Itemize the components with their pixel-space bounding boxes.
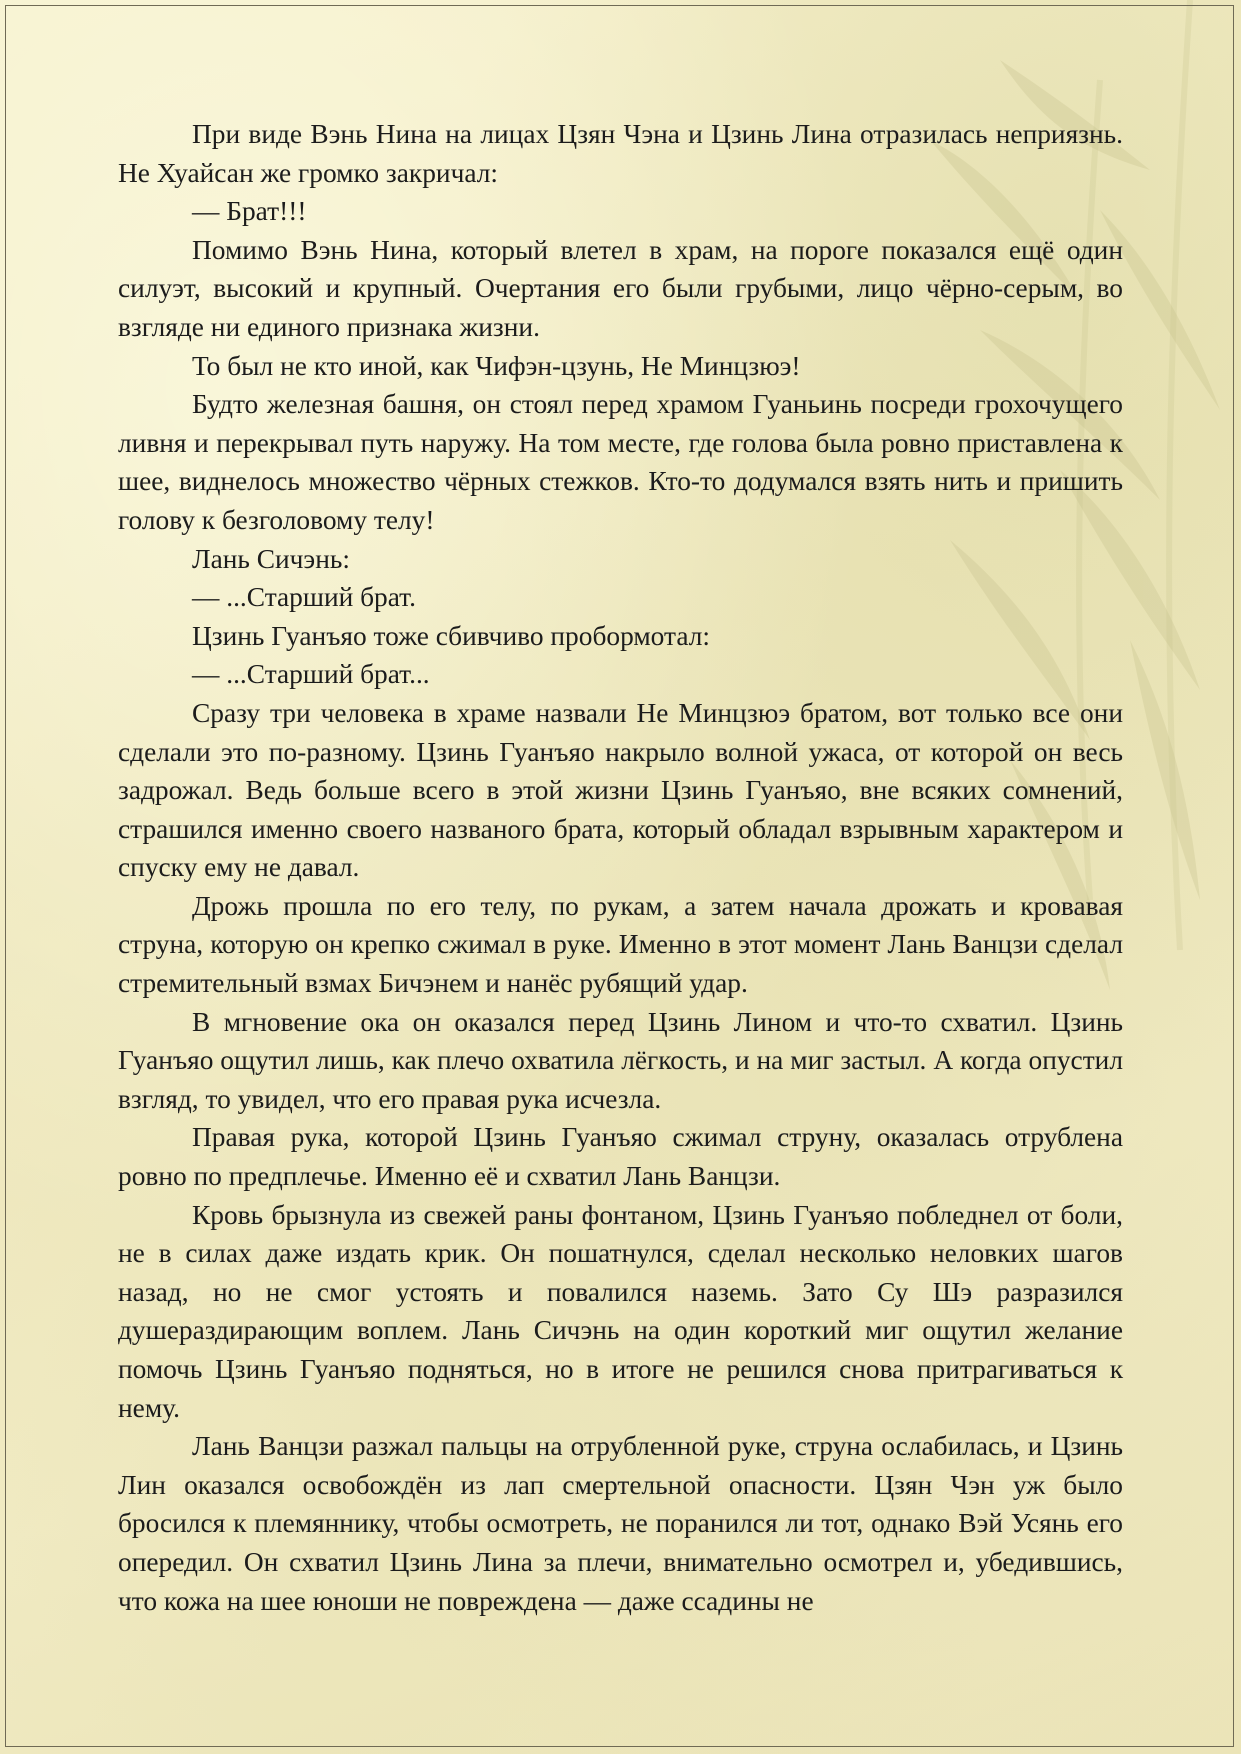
paragraph: При виде Вэнь Нина на лицах Цзян Чэна и Цзинь Лина отразилась неприязнь. Не Хуайсан же громко закричал: — [118, 119, 1123, 188]
paragraph: Сразу три человека в храме назвали Не Минцзюэ братом, вот только все они сделали это по-разному. Цзинь Гуанъяо накрыло волной ужаса, от которой он весь задрожал. Ведь больше всего в этой жизни Цзинь Гуанъяо, вне всяких сомнений, страшился именно своего названого брата, который обладал взрывным характером и спуску ему не давал. — [118, 697, 1123, 883]
body-text — [118, 115, 1123, 1620]
paragraph: То был не кто иной, как Чифэн-цзунь, Не Минцзюэ! — [192, 350, 801, 381]
paragraph: Лань Ванцзи разжал пальцы на отрубленной руке, струна ослабилась, и Цзинь Лин оказался освобождён из лап смертельной опасности. Цзян Чэн уж было бросился к племяннику, чтобы осмотреть, не поранился ли тот, однако Вэй Усянь его опередил. Он схватил Цзинь Лина за плечи, внимательно осмотрел и, убедившись, что кожа на шее юноши не повреждена — даже ссадины не — [118, 1431, 1123, 1616]
paragraph: Цзинь Гуанъяо тоже сбивчиво пробормотал: — [192, 620, 710, 651]
paragraph: — ...Старший брат. — [192, 582, 416, 613]
paragraph: Кровь брызнула из свежей раны фонтаном, Цзинь Гуанъяо побледнел от боли, не в силах даже издать крик. Он пошатнулся, сделал несколько неловких шагов назад, но не смог устоять и повалился наземь. Зато Су Шэ разразился душераздирающим воплем. Лань Сичэнь на один короткий миг ощутил желание помочь Цзинь Гуанъяо подняться, но в итоге не решился снова притрагиваться к нему. — [118, 1199, 1123, 1423]
paragraph: — Брат!!! — [192, 196, 307, 227]
paragraph: Лань Сичэнь: — [192, 543, 350, 574]
paragraph: Будто железная башня, он стоял перед храмом Гуаньинь посреди грохочущего ливня и перекрывал путь наружу. На том месте, где голова была ровно приставлена к шее, виднелось множество чёрных стежков. Кто-то додумался взять нить и пришить голову к безголовому телу! — [118, 389, 1123, 535]
paragraph: Правая рука, которой Цзинь Гуанъяо сжимал струну, оказалась отрублена ровно по предплечье. Именно её и схватил Лань Ванцзи. — [118, 1122, 1123, 1192]
paragraph: Помимо Вэнь Нина, который влетел в храм, на пороге показался ещё один силуэт, высокий и крупный. Очертания его были грубыми, лицо чёрно-серым, во взгляде ни единого признака жизни. — [118, 234, 1123, 342]
paragraph: В мгновение ока он оказался перед Цзинь Лином и что-то схватил. Цзинь Гуанъяо ощутил лишь, как плечо охватила лёгкость, и на миг застыл. А когда опустил взгляд, то увидел, что его правая рука исчезла. — [118, 1006, 1123, 1114]
paragraph: — ...Старший брат... — [192, 659, 430, 690]
paragraph: Дрожь прошла по его телу, по рукам, а затем начала дрожать и кровавая струна, которую он крепко сжимал в руке. Именно в этот момент Лань Ванцзи сделал стремительный взмах Бичэнем и нанёс рубящий удар. — [118, 890, 1123, 999]
